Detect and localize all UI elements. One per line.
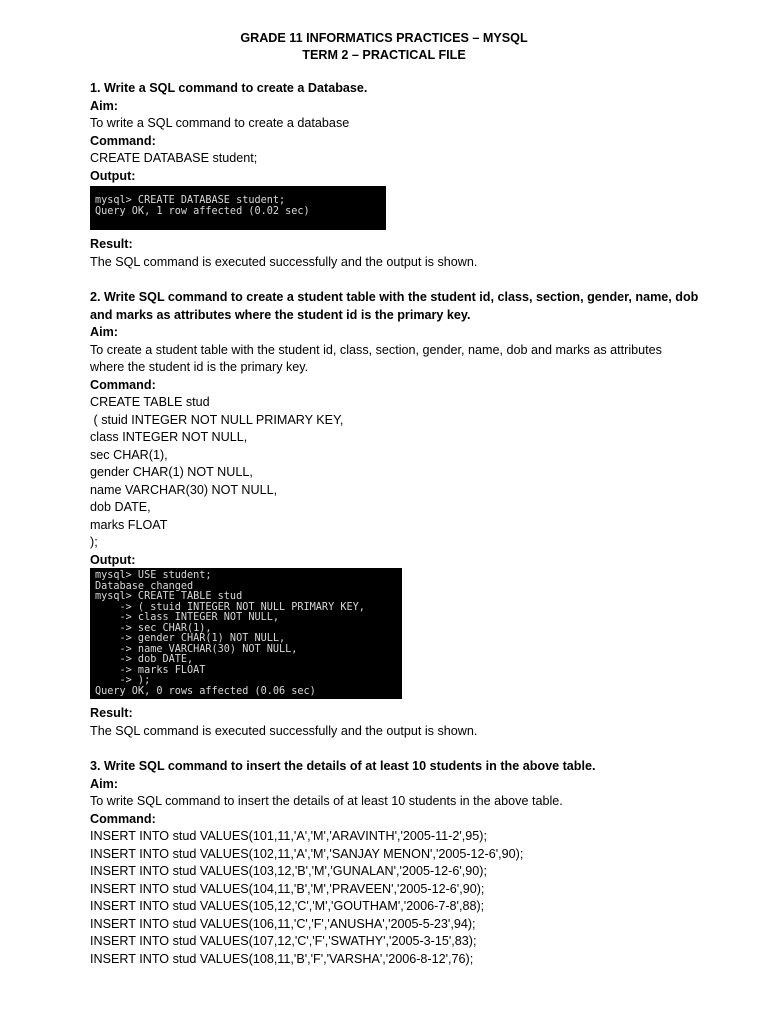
q2-title-line-1: 2. Write SQL command to create a student table with the student id, class, section, gender, name, dob [90,290,699,304]
q2-result [90,705,690,740]
q3-aim-text: To write SQL command to insert the details of at least 10 students in the above table. [90,794,563,808]
terminal-line: Query OK, 1 row affected (0.02 sec) [95,205,310,217]
q3-title: 3. Write SQL command to insert the details of at least 10 students in the above table. [90,759,596,773]
document-title: GRADE 11 INFORMATICS PRACTICES – MYSQL [240,31,528,45]
q1-terminal-output [90,186,386,230]
q2-terminal-output [90,568,402,699]
terminal-line: -> class INTEGER NOT NULL, [95,612,280,623]
terminal-line: -> sec CHAR(1), [95,622,212,634]
terminal-line: mysql> USE student; [95,570,212,581]
question-3 [90,758,690,968]
q1-command-label: Command: [90,133,156,148]
q2-aim-line-2: where the student id is the primary key. [90,360,309,374]
q3-command-line: INSERT INTO stud VALUES(104,11,'B','M','PRAVEEN','2005-12-6',90); [90,881,485,896]
terminal-line: Query OK, 0 rows affected (0.06 sec) [95,685,316,697]
q3-command-label: Command: [90,811,156,826]
terminal-line: -> ); [95,675,151,686]
q1-title: 1. Write a SQL command to create a Database. [90,81,368,95]
q3-command-line: INSERT INTO stud VALUES(106,11,'C','F','ANUSHA','2005-5-23',94); [90,916,476,931]
q1-aim-label: Aim: [90,98,118,113]
terminal-line: -> ( stuid INTEGER NOT NULL PRIMARY KEY, [95,601,365,613]
terminal-line: mysql> CREATE TABLE stud [95,591,243,602]
q3-command-line: INSERT INTO stud VALUES(107,12,'C','F','SWATHY','2005-3-15',83); [90,934,477,948]
q3-aim-label: Aim: [90,776,118,791]
terminal-line: mysql> CREATE DATABASE student; [95,195,286,206]
document-header [0,30,768,64]
q3-command-line: INSERT INTO stud VALUES(101,11,'A','M','ARAVINTH','2005-11-2',95); [90,829,487,843]
q2-output-label: Output: [90,552,136,567]
q2-result-label: Result: [90,706,133,720]
terminal-line: -> gender CHAR(1) NOT NULL, [95,633,286,644]
q3-command-line: INSERT INTO stud VALUES(102,11,'A','M','SANJAY MENON','2005-12-6',90); [90,846,524,861]
terminal-line: Database changed [95,580,194,592]
q2-command-line: class INTEGER NOT NULL, [90,430,248,444]
q1-result-label: Result: [90,237,133,251]
q1-result [90,236,690,271]
q2-command-line: ( stuid INTEGER NOT NULL PRIMARY KEY, [90,412,344,427]
q1-result-text: The SQL command is executed successfully and the output is shown. [90,254,478,269]
document-subtitle: TERM 2 – PRACTICAL FILE [302,48,466,62]
q2-command-line: marks FLOAT [90,517,168,532]
q2-command-line: dob DATE, [90,500,151,514]
q1-aim-text: To write a SQL command to create a database [90,116,350,130]
q3-command-line: INSERT INTO stud VALUES(103,12,'B','M','GUNALAN','2005-12-6',90); [90,864,487,878]
question-1 [90,80,690,185]
q1-command-text: CREATE DATABASE student; [90,151,258,165]
q3-command-line: INSERT INTO stud VALUES(108,11,'B','F','VARSHA','2006-8-12',76); [90,951,474,966]
terminal-line: -> name VARCHAR(30) NOT NULL, [95,643,298,655]
terminal-line: -> marks FLOAT [95,664,206,676]
q2-command-line: CREATE TABLE stud [90,395,210,409]
q2-command-line: sec CHAR(1), [90,447,168,462]
question-2 [90,289,699,569]
q2-command-line: ); [90,535,98,549]
terminal-line: -> dob DATE, [95,654,194,665]
q2-command-label: Command: [90,377,156,392]
q2-aim-line-1: To create a student table with the student id, class, section, gender, name, dob and marks as attributes [90,342,662,357]
q2-title-line-2: and marks as attributes where the student id is the primary key. [90,307,471,322]
q1-output-label: Output: [90,168,136,183]
q2-result-text: The SQL command is executed successfully and the output is shown. [90,723,478,738]
q2-command-line: name VARCHAR(30) NOT NULL, [90,482,278,497]
q3-command-line: INSERT INTO stud VALUES(105,12,'C','M','GOUTHAM','2006-7-8',88); [90,899,485,913]
q2-command-line: gender CHAR(1) NOT NULL, [90,465,253,479]
q2-aim-label: Aim: [90,325,118,339]
